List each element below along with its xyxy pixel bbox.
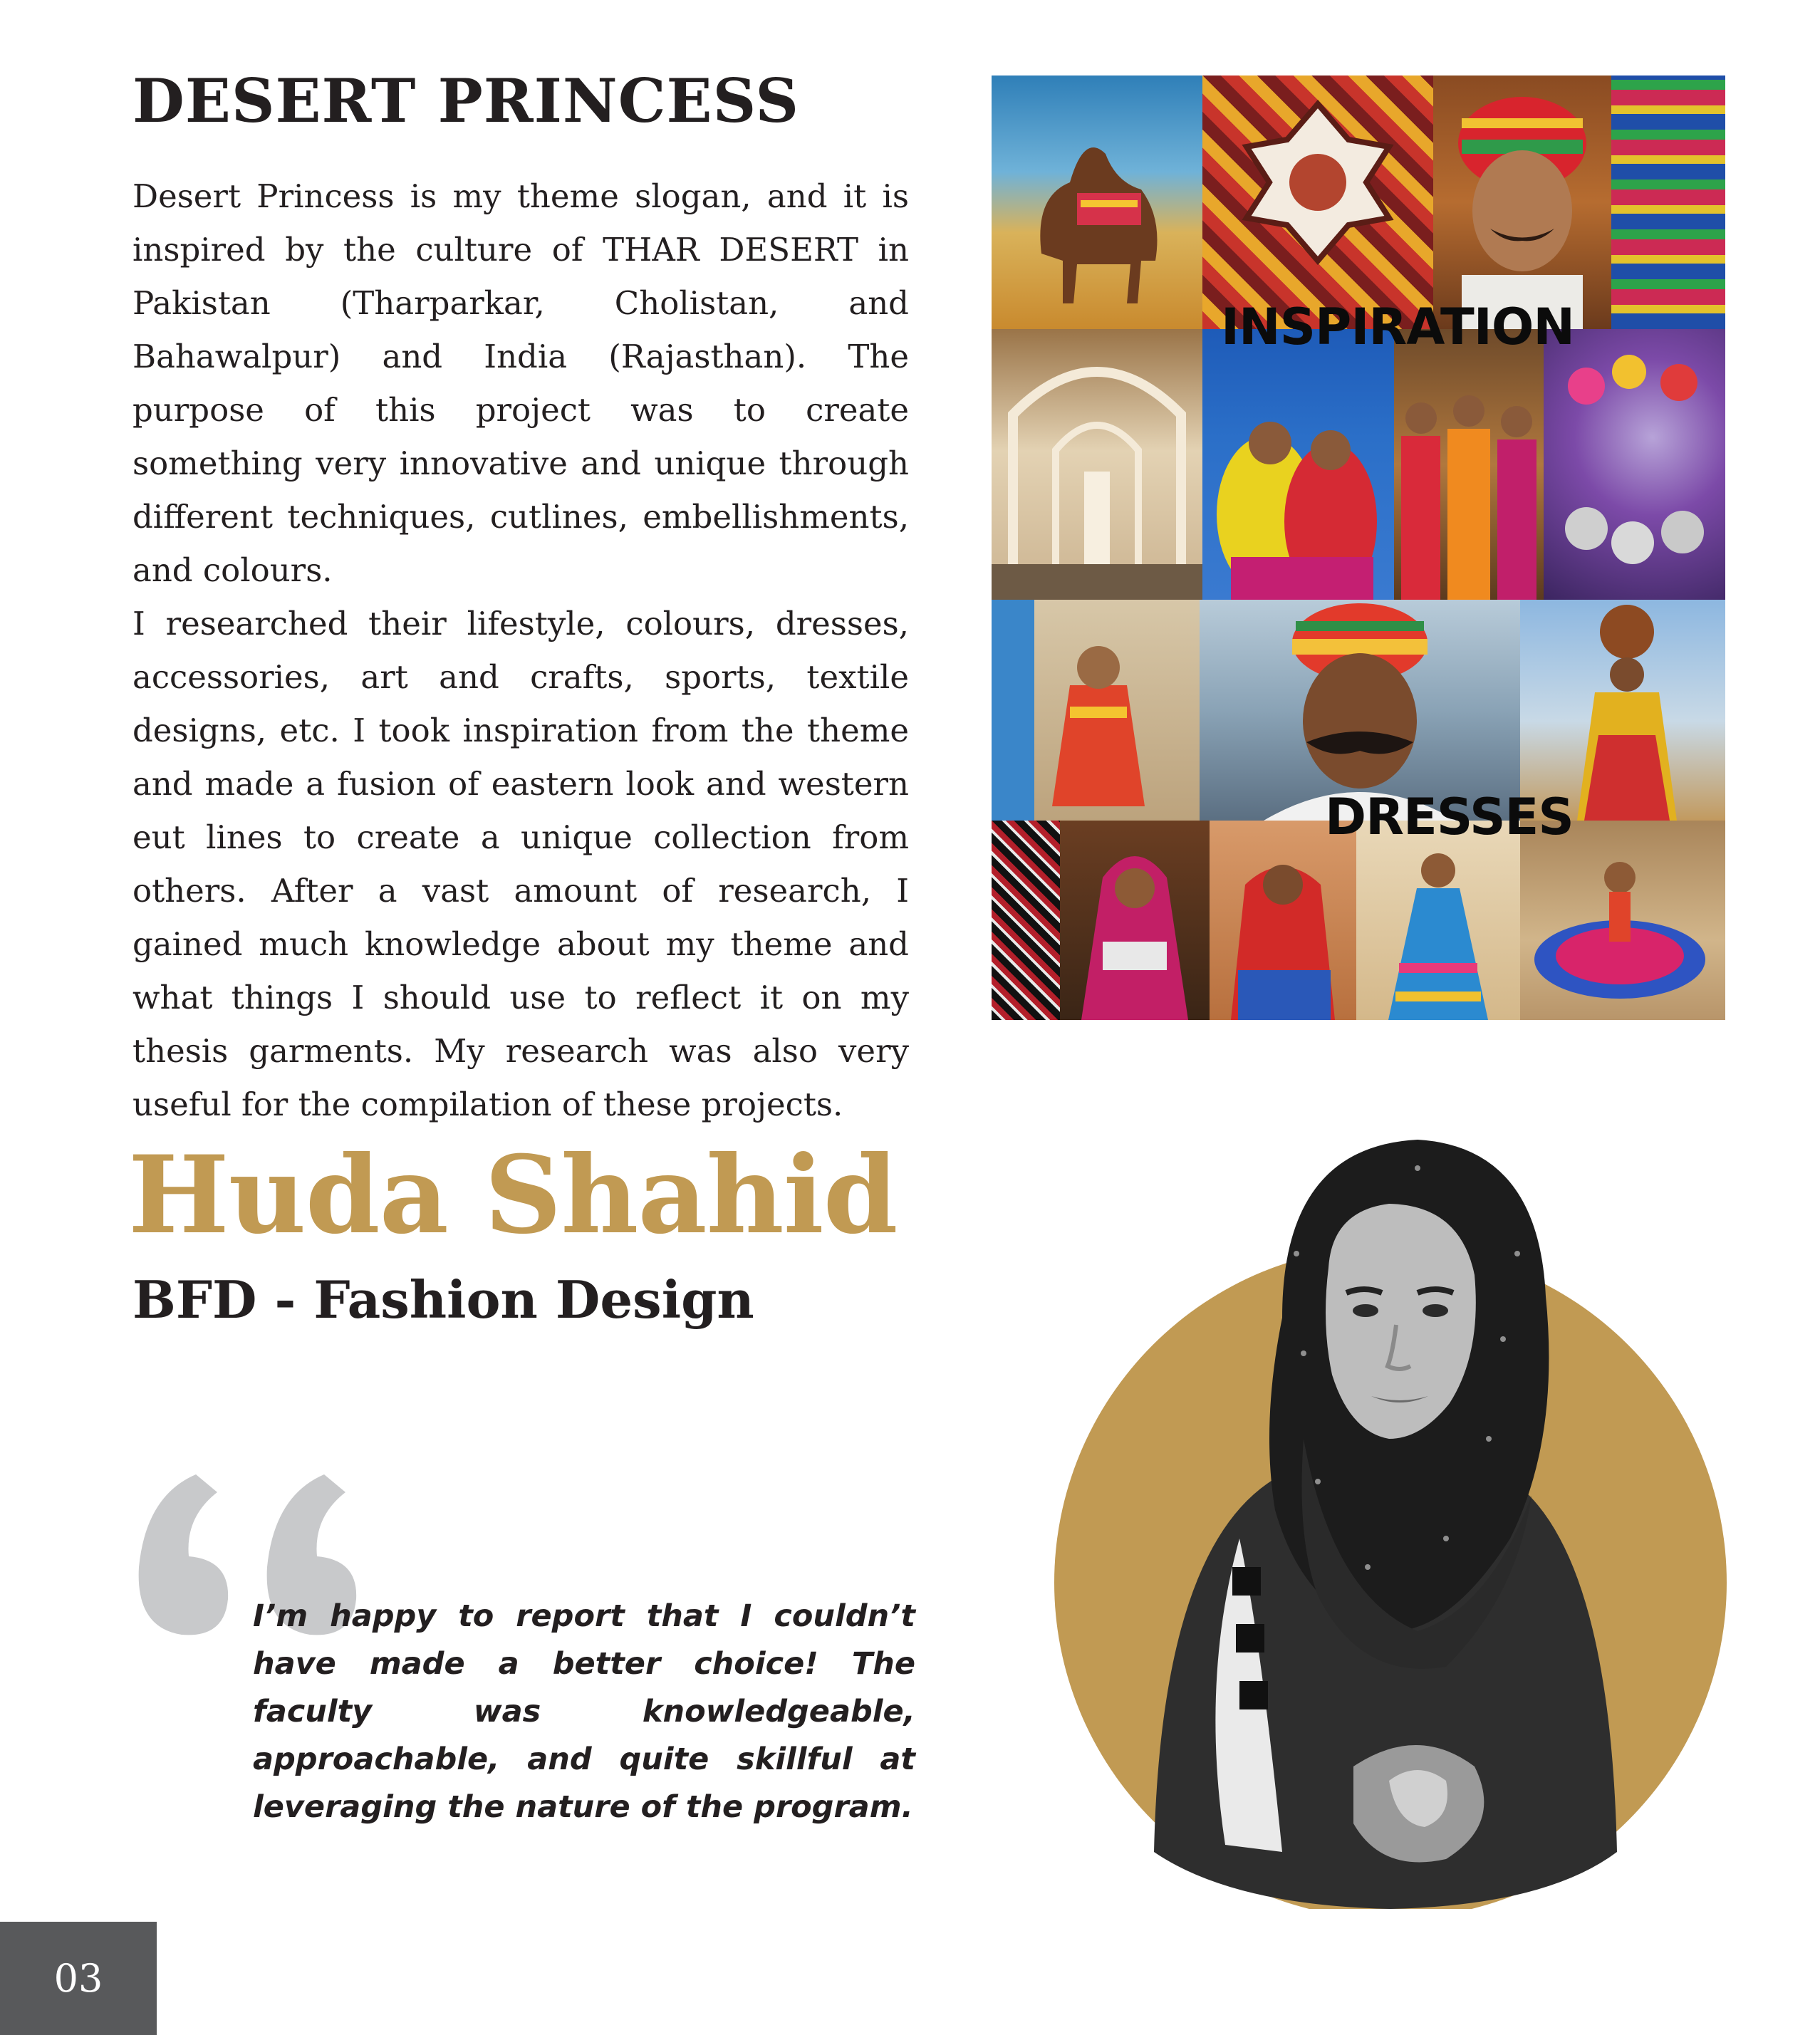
collage-girl-blue-dress-photo [1356, 821, 1520, 1020]
collage-camel-photo [992, 76, 1202, 329]
page-number-box [0, 1922, 157, 2035]
collage-woman-red-photo [1210, 821, 1356, 1020]
collage-palace-hall-photo [992, 329, 1202, 600]
section-heading: DESERT PRINCESS [132, 66, 800, 136]
collage-embroidery-photo [1611, 76, 1725, 329]
student-portrait [1047, 1140, 1731, 1909]
article-paragraph-1: Desert Princess is my theme slogan, and it is inspired by the culture of THAR DESERT in Pakistan (Tharparkar, Cholistan, and Bahawalpur) and India (Rajasthan). The purpose of this project was to create something very innovative and unique through different techniques, cutlines, embellishments, and colours. [132, 177, 909, 589]
collage-turban-man-photo [1433, 76, 1611, 329]
page-number: 03 [53, 1956, 103, 2001]
article-paragraph-2: I researched their lifestyle, colours, dresses, accessories, art and crafts, sports, textile designs, etc. I took inspiration from the theme and made a fusion of eastern look and western eut lines to create a unique collection from others. After a vast amount of research, I gained much knowledge about my theme and what things I should use to reflect it on my thesis garments. My research was also very useful for the compilation of these projects. [132, 605, 909, 1123]
collage-label-dresses: DRESSES [1325, 788, 1574, 846]
student-name: Huda Shahid [128, 1133, 898, 1258]
collage-jewellery-photo [1544, 329, 1725, 600]
testimonial-quote: I’m happy to report that I couldn’t have made a better choice! The faculty was knowledgeable, approachable, and quite skillful at leveraging the nature of the program. [253, 1598, 915, 1825]
collage-women-blue-wall-photo [1202, 329, 1394, 600]
student-program: BFD - Fashion Design [132, 1269, 754, 1330]
collage-woman-veil-photo [1060, 821, 1210, 1020]
collage-mirrorwork-photo [992, 821, 1060, 1020]
collage-women-group-photo [1394, 329, 1544, 600]
collage-label-inspiration: INSPIRATION [1221, 298, 1574, 356]
collage-dancer-photo [1520, 821, 1725, 1020]
inspiration-collage [992, 76, 1725, 1020]
article-body [132, 170, 909, 1131]
collage-jali-textile [1202, 76, 1433, 329]
collage-child-photo [992, 600, 1200, 821]
